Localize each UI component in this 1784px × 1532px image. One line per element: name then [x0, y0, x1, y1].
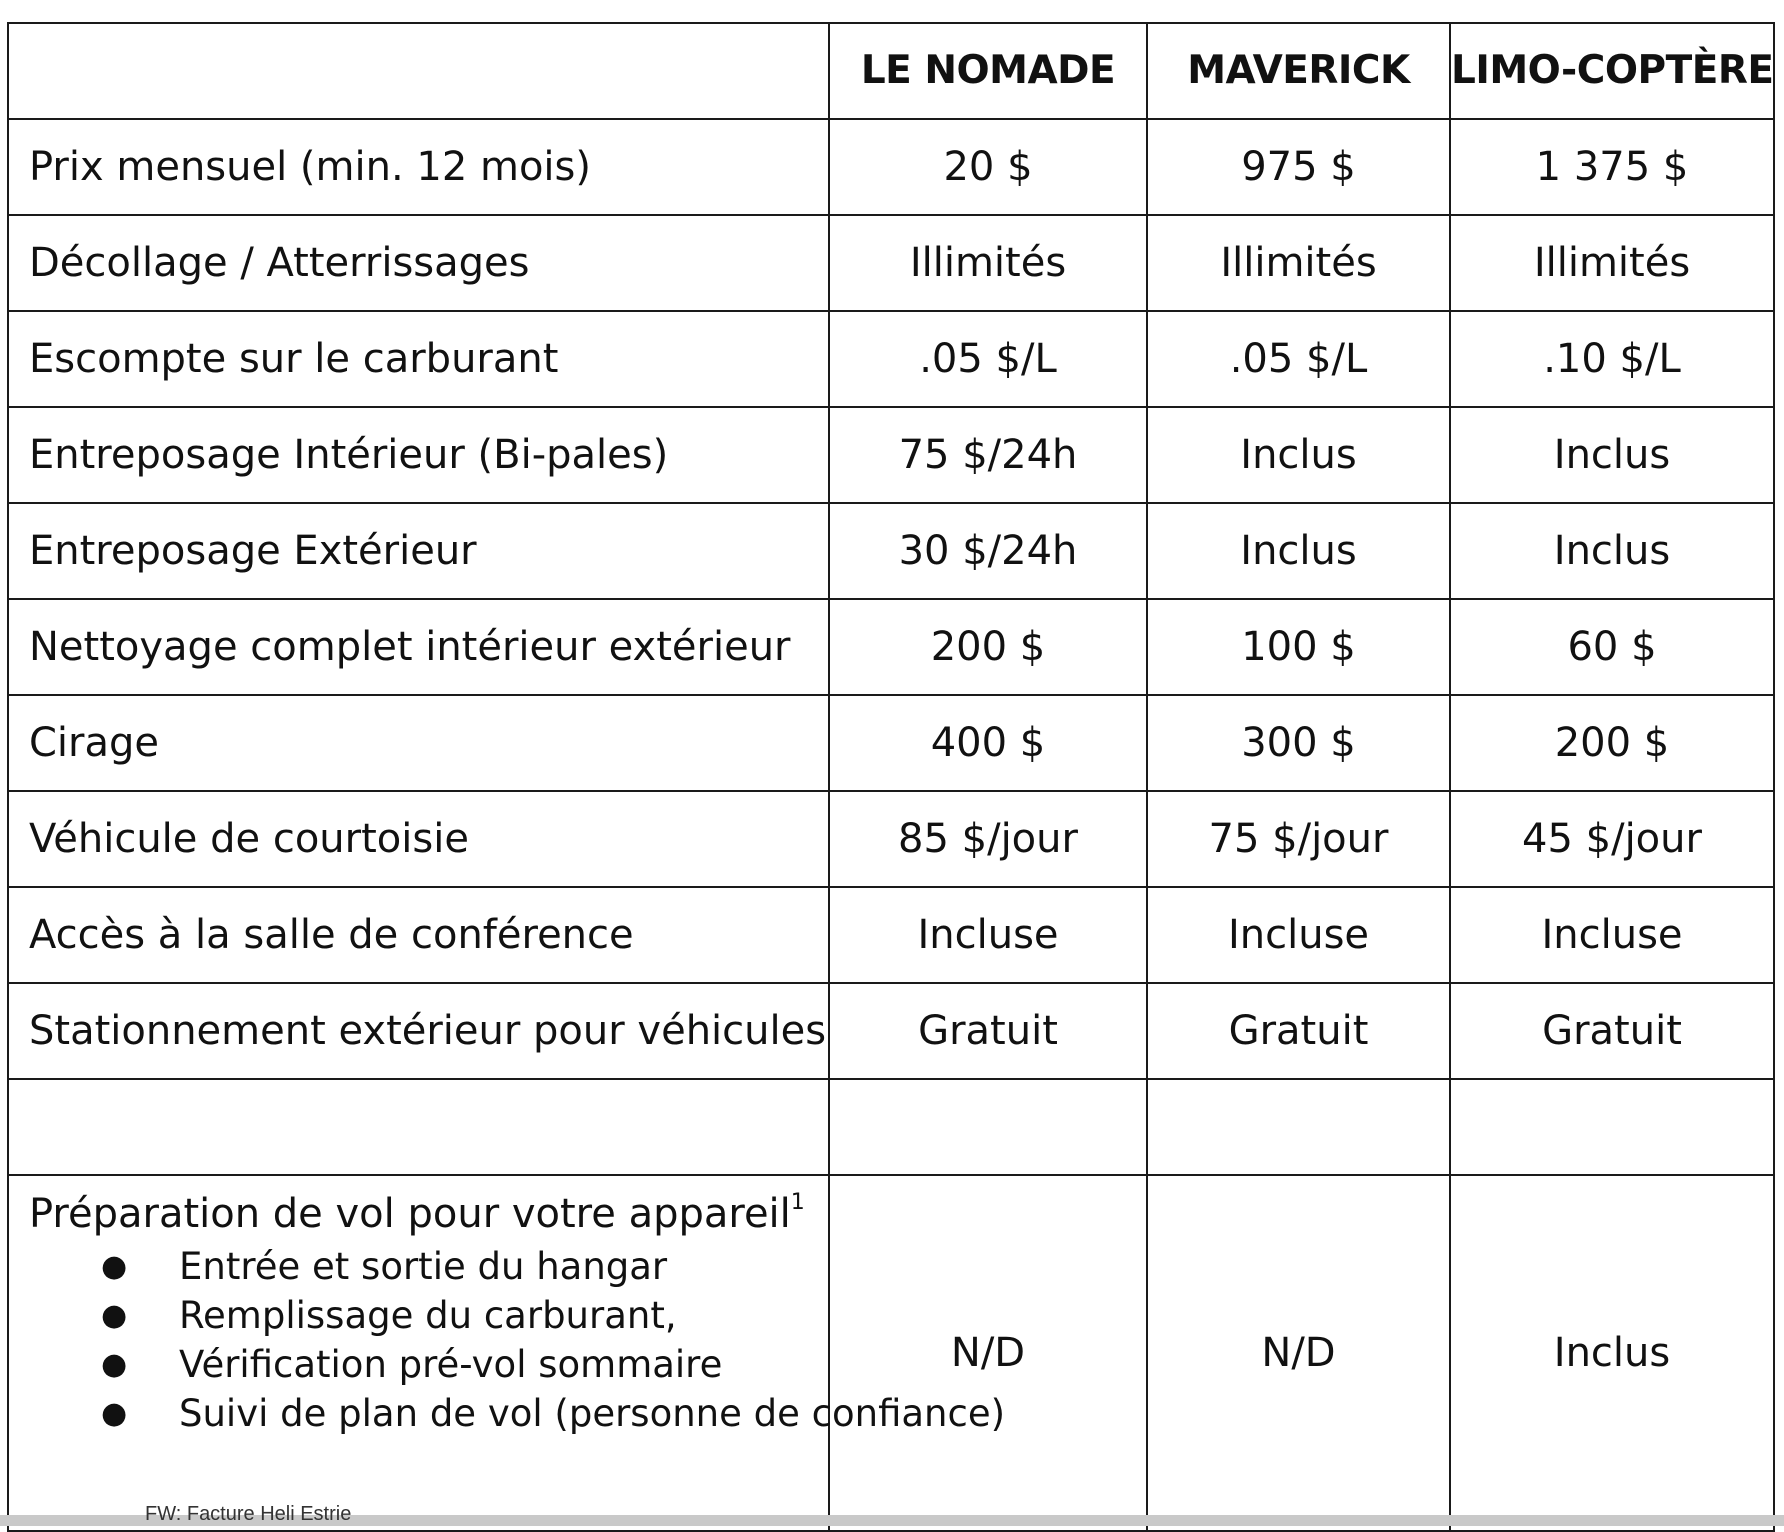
row-value: Illimités — [1450, 215, 1774, 311]
row-value: 100 $ — [1147, 599, 1450, 695]
row-value: 75 $/jour — [1147, 791, 1450, 887]
row-label — [8, 1079, 829, 1175]
list-item-text: Entrée et sortie du hangar — [179, 1245, 668, 1288]
table-row — [8, 599, 1774, 695]
header-maverick: MAVERICK — [1147, 23, 1450, 119]
table-row — [8, 407, 1774, 503]
table-row — [8, 887, 1774, 983]
row-value: Gratuit — [829, 983, 1147, 1079]
row-value: 975 $ — [1147, 119, 1450, 215]
strip-text: FW: Facture Heli Estrie — [145, 1503, 352, 1525]
row-label: Décollage / Atterrissages — [8, 215, 829, 311]
list-item — [101, 1340, 828, 1389]
table-row — [8, 119, 1774, 215]
row-value: Inclus — [1450, 407, 1774, 503]
table-row — [8, 791, 1774, 887]
preparation-value: Inclus — [1450, 1175, 1774, 1531]
bullet-icon: ● — [101, 1298, 128, 1333]
table-row-preparation — [8, 1175, 1774, 1531]
header-le-nomade: LE NOMADE — [829, 23, 1147, 119]
row-value: .05 $/L — [829, 311, 1147, 407]
preparation-list — [29, 1242, 1006, 1438]
row-value — [829, 1079, 1147, 1175]
row-value: Incluse — [829, 887, 1147, 983]
row-value: 200 $ — [829, 599, 1147, 695]
pricing-comparison-table — [7, 22, 1775, 1532]
row-value: 400 $ — [829, 695, 1147, 791]
row-value: .05 $/L — [1147, 311, 1450, 407]
list-item — [101, 1291, 828, 1340]
row-value: Gratuit — [1147, 983, 1450, 1079]
row-label: Véhicule de courtoisie — [8, 791, 829, 887]
table-header-row — [8, 23, 1774, 119]
row-value: Inclus — [1450, 503, 1774, 599]
footnote-mark: 1 — [790, 1190, 805, 1215]
table-row — [8, 503, 1774, 599]
table-row — [8, 983, 1774, 1079]
row-value: Inclus — [1147, 503, 1450, 599]
row-value: 45 $/jour — [1450, 791, 1774, 887]
row-value: 85 $/jour — [829, 791, 1147, 887]
row-value: 60 $ — [1450, 599, 1774, 695]
row-label: Cirage — [8, 695, 829, 791]
list-item — [101, 1242, 828, 1291]
table-row-blank — [8, 1079, 1774, 1175]
row-value: .10 $/L — [1450, 311, 1774, 407]
preparation-title — [29, 1190, 828, 1238]
row-label: Nettoyage complet intérieur extérieur — [8, 599, 829, 695]
bullet-icon: ● — [101, 1396, 128, 1431]
row-value: 20 $ — [829, 119, 1147, 215]
bullet-icon: ● — [101, 1249, 128, 1284]
list-item-text: Vérification pré-vol sommaire — [179, 1343, 723, 1386]
list-item-text: Suivi de plan de vol (personne de confiance) — [179, 1392, 1006, 1435]
header-cell-empty — [8, 23, 829, 119]
row-value: 1 375 $ — [1450, 119, 1774, 215]
preparation-label-cell — [8, 1175, 1006, 1531]
row-label: Accès à la salle de conférence — [8, 887, 829, 983]
table-row — [8, 215, 1774, 311]
bullet-icon: ● — [101, 1347, 128, 1382]
header-limo-coptere: LIMO-COPTÈRE — [1450, 23, 1774, 119]
row-label: Stationnement extérieur pour véhicules — [8, 983, 829, 1079]
row-label: Entreposage Extérieur — [8, 503, 829, 599]
row-value — [1450, 1079, 1774, 1175]
row-value — [1147, 1079, 1450, 1175]
table-row — [8, 695, 1774, 791]
row-value: Illimités — [829, 215, 1147, 311]
preparation-title-text: Préparation de vol pour votre appareil — [29, 1191, 791, 1237]
row-value: Incluse — [1147, 887, 1450, 983]
row-value: Inclus — [1147, 407, 1450, 503]
list-item — [101, 1389, 1006, 1438]
row-value: 300 $ — [1147, 695, 1450, 791]
row-value: 75 $/24h — [829, 407, 1147, 503]
bottom-window-strip — [0, 1503, 1784, 1526]
row-label: Entreposage Intérieur (Bi-pales) — [8, 407, 829, 503]
preparation-value: N/D — [829, 1175, 1147, 1531]
row-value: 30 $/24h — [829, 503, 1147, 599]
table-row — [8, 311, 1774, 407]
row-value: Illimités — [1147, 215, 1450, 311]
list-item-text: Remplissage du carburant, — [179, 1294, 677, 1337]
row-value: Gratuit — [1450, 983, 1774, 1079]
row-label: Prix mensuel (min. 12 mois) — [8, 119, 829, 215]
preparation-value: N/D — [1147, 1175, 1450, 1531]
row-value: 200 $ — [1450, 695, 1774, 791]
row-label: Escompte sur le carburant — [8, 311, 829, 407]
row-value: Incluse — [1450, 887, 1774, 983]
